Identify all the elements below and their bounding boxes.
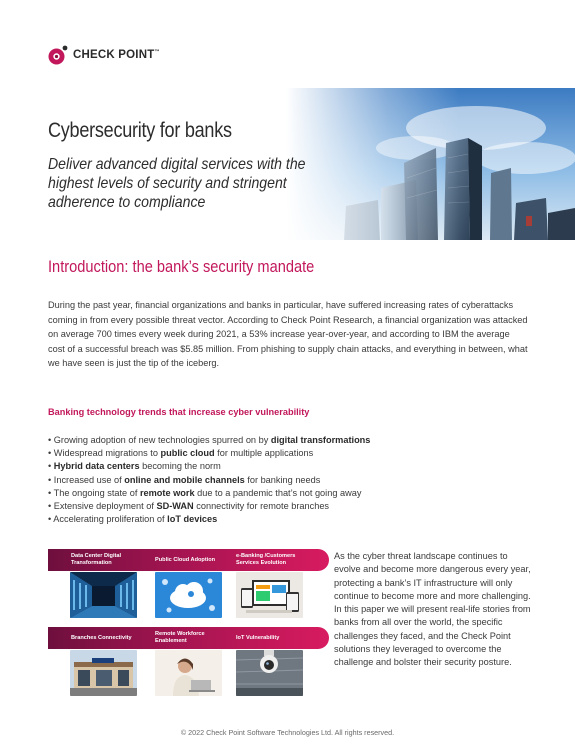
list-item: • Widespread migrations to public cloud for multiple applications (48, 447, 370, 460)
list-item: • Growing adoption of new technologies spurred on by digital transformations (48, 434, 370, 447)
logo-wordmark: CHECK POINT™ (73, 49, 160, 61)
check-point-logo (48, 45, 160, 65)
tile-label-e-banking: e-Banking /Customers Services Evolution (236, 553, 296, 566)
page-subtitle: Deliver advanced digital services with the highest levels of security and stringent adherence to compliance (48, 156, 306, 211)
remote-worker-image (155, 650, 222, 696)
tile-label-branches: Branches Connectivity (71, 635, 132, 641)
tile-label-public-cloud: Public Cloud Adoption (155, 557, 216, 563)
tile-label-iot: IoT Vulnerability (236, 635, 280, 641)
introduction-paragraph: During the past year, financial organizations and banks in particular, have suffered increasing rates of cyberattacks coming in from every possible threat vector. According to Check Point Research, a financial organization was attacked on average 700 times every week during 2021, a 53% increase year-over-year, and according to IBM the average cost of a successful breach was $5.85 million. From phishing to supply chain attacks, and everything in between, what we have seen is just the tip of the iceberg. (48, 300, 528, 369)
bank-branch-image (70, 650, 137, 696)
list-item: • Increased use of online and mobile channels for banking needs (48, 474, 370, 487)
list-item: • Extensive deployment of SD-WAN connectivity for remote branches (48, 500, 370, 513)
check-point-logo-icon (48, 45, 68, 65)
page-title: Cybersecurity for banks (48, 119, 232, 142)
list-item: • Accelerating proliferation of IoT devices (48, 513, 370, 526)
security-camera-image (236, 650, 303, 696)
tile-label-data-center: Data Center Digital Transformation (71, 553, 122, 566)
side-paragraph: As the cyber threat landscape continues to evolve and become more dangerous every year, protecting a bank’s IT infrastructure will only continue to become more and more challenging. In this paper we will present real-life stories from banks from all over the world, the specific challenges they faced, and the Check Point solutions they leveraged to overcome the challenge and bolster their security posture. (334, 551, 531, 668)
cloud-illustration (155, 572, 222, 618)
trends-list (48, 434, 370, 526)
hero-image (286, 88, 575, 240)
section-heading-introduction: Introduction: the bank’s security mandate (48, 257, 315, 276)
devices-dashboard-image (236, 572, 303, 618)
tile-label-remote-workforce: Remote Workforce Enablement (155, 631, 205, 644)
list-item: • The ongoing state of remote work due to a pandemic that’s not going away (48, 487, 370, 500)
trends-heading: Banking technology trends that increase cyber vulnerability (48, 407, 310, 417)
list-item: • Hybrid data centers becoming the norm (48, 460, 370, 473)
copyright-footer: © 2022 Check Point Software Technologies Ltd. All rights reserved. (180, 728, 395, 737)
server-room-image (70, 572, 137, 618)
